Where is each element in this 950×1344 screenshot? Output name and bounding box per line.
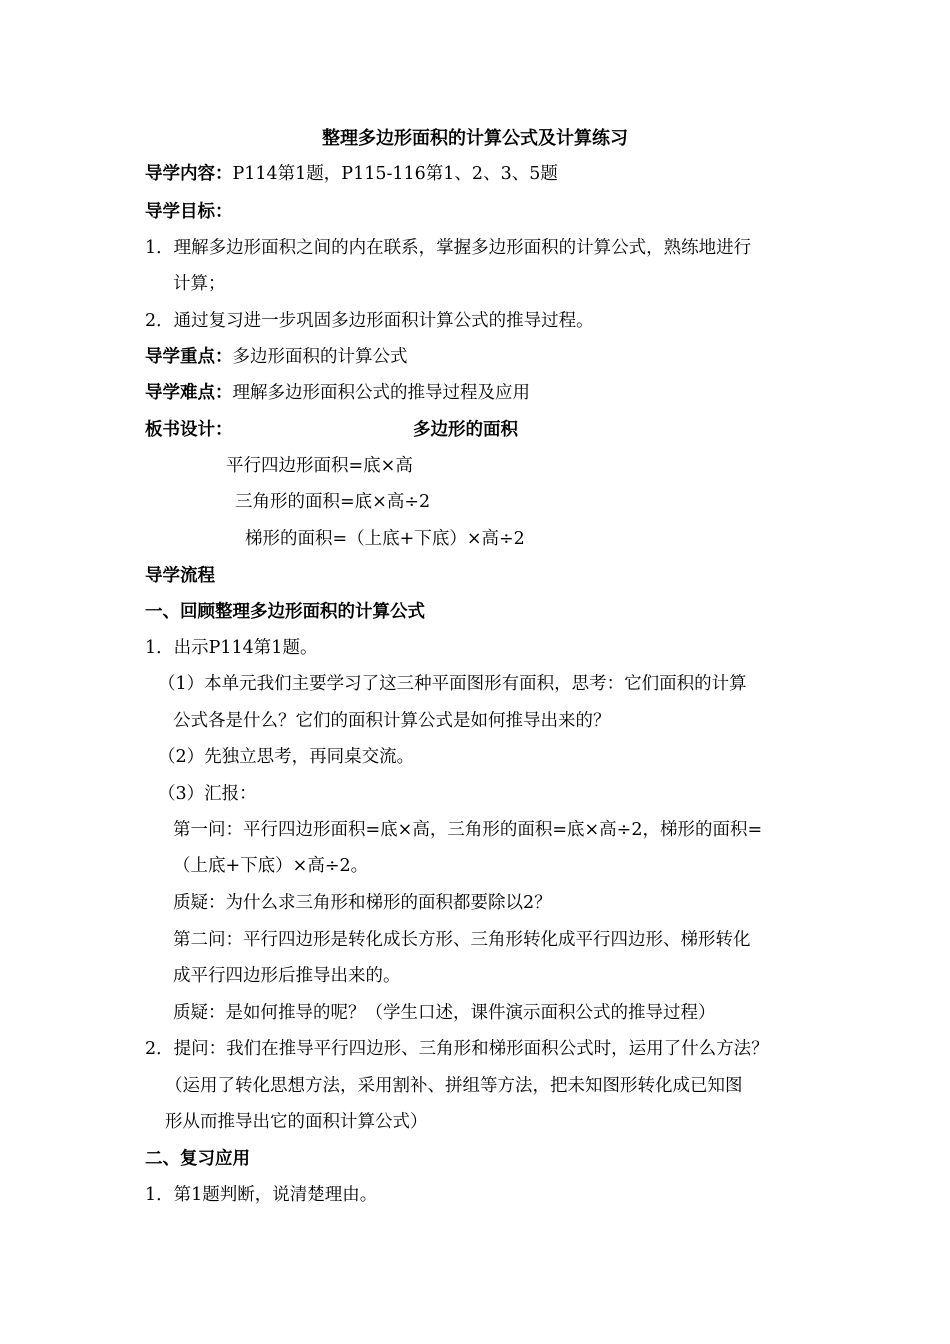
s2-item1: 1．第1题判断，说清楚理由。 xyxy=(145,1185,378,1205)
section2-title: 二、复习应用 xyxy=(145,1149,250,1169)
goal1-line1: 1．理解多边形面积之间的内在联系，掌握多边形面积的计算公式，熟练地进行 xyxy=(145,238,752,258)
s1-doubt1: 质疑：为什么求三角形和梯形的面积都要除以2？ xyxy=(173,893,552,913)
goal2-line: 2．通过复习进一步巩固多边形面积计算公式的推导过程。 xyxy=(145,311,594,331)
content-line xyxy=(145,162,558,186)
difficulty-label: 导学难点： xyxy=(145,383,233,403)
s1-q1-line2: 公式各是什么？它们的面积计算公式是如何推导出来的？ xyxy=(173,711,611,731)
s1-answer1-line2: （上底+下底）×高÷2。 xyxy=(173,856,369,876)
content-label: 导学内容： xyxy=(145,164,233,184)
s1-item2-line2: （运用了转化思想方法，采用割补、拼组等方法，把未知图形转化成已知图 xyxy=(165,1076,743,1096)
section1-title: 一、回顾整理多边形面积的计算公式 xyxy=(145,602,425,622)
s1-doubt2: 质疑：是如何推导的呢？（学生口述，课件演示面积公式的推导过程） xyxy=(173,1003,716,1023)
board-formula-trapezoid: 梯形的面积=（上底+下底）×高÷2 xyxy=(245,529,525,549)
s1-answer1-line1: 第一问：平行四边形面积=底×高，三角形的面积=底×高÷2，梯形的面积= xyxy=(173,820,763,840)
board-title: 多边形的面积 xyxy=(413,420,518,440)
board-formula-triangle: 三角形的面积=底×高÷2 xyxy=(235,492,431,512)
content-text: P114第1题，P115-116第1、2、3、5题 xyxy=(232,164,558,184)
difficulty-line xyxy=(145,381,530,405)
difficulty-text: 理解多边形面积公式的推导过程及应用 xyxy=(232,383,530,403)
document-title: 整理多边形面积的计算公式及计算练习 xyxy=(322,128,628,149)
focus-label: 导学重点： xyxy=(145,347,233,367)
focus-line xyxy=(145,345,408,369)
process-label: 导学流程 xyxy=(145,566,215,586)
s1-q3: （3）汇报： xyxy=(158,784,257,804)
s1-q1-line1: （1）本单元我们主要学习了这三种平面图形有面积，思考：它们面积的计算 xyxy=(158,674,747,694)
board-label: 板书设计： xyxy=(145,420,233,440)
s1-answer2-line1: 第二问：平行四边形是转化成长方形、三角形转化成平行四边形、梯形转化 xyxy=(173,930,751,950)
board-formula-parallelogram: 平行四边形面积=底×高 xyxy=(226,456,413,476)
s1-answer2-line2: 成平行四边形后推导出来的。 xyxy=(173,966,401,986)
goal1-line2: 计算； xyxy=(173,274,226,294)
s1-item2-line1: 2．提问：我们在推导平行四边形、三角形和梯形面积公式时，运用了什么方法？ xyxy=(145,1039,769,1059)
focus-text: 多边形面积的计算公式 xyxy=(232,347,408,367)
s1-q2: （2）先独立思考，再同桌交流。 xyxy=(158,747,415,767)
goal-label: 导学目标： xyxy=(145,202,233,222)
s1-item2-line3: 形从而推导出它的面积计算公式） xyxy=(165,1112,428,1132)
s1-item1: 1．出示P114第1题。 xyxy=(145,638,318,658)
